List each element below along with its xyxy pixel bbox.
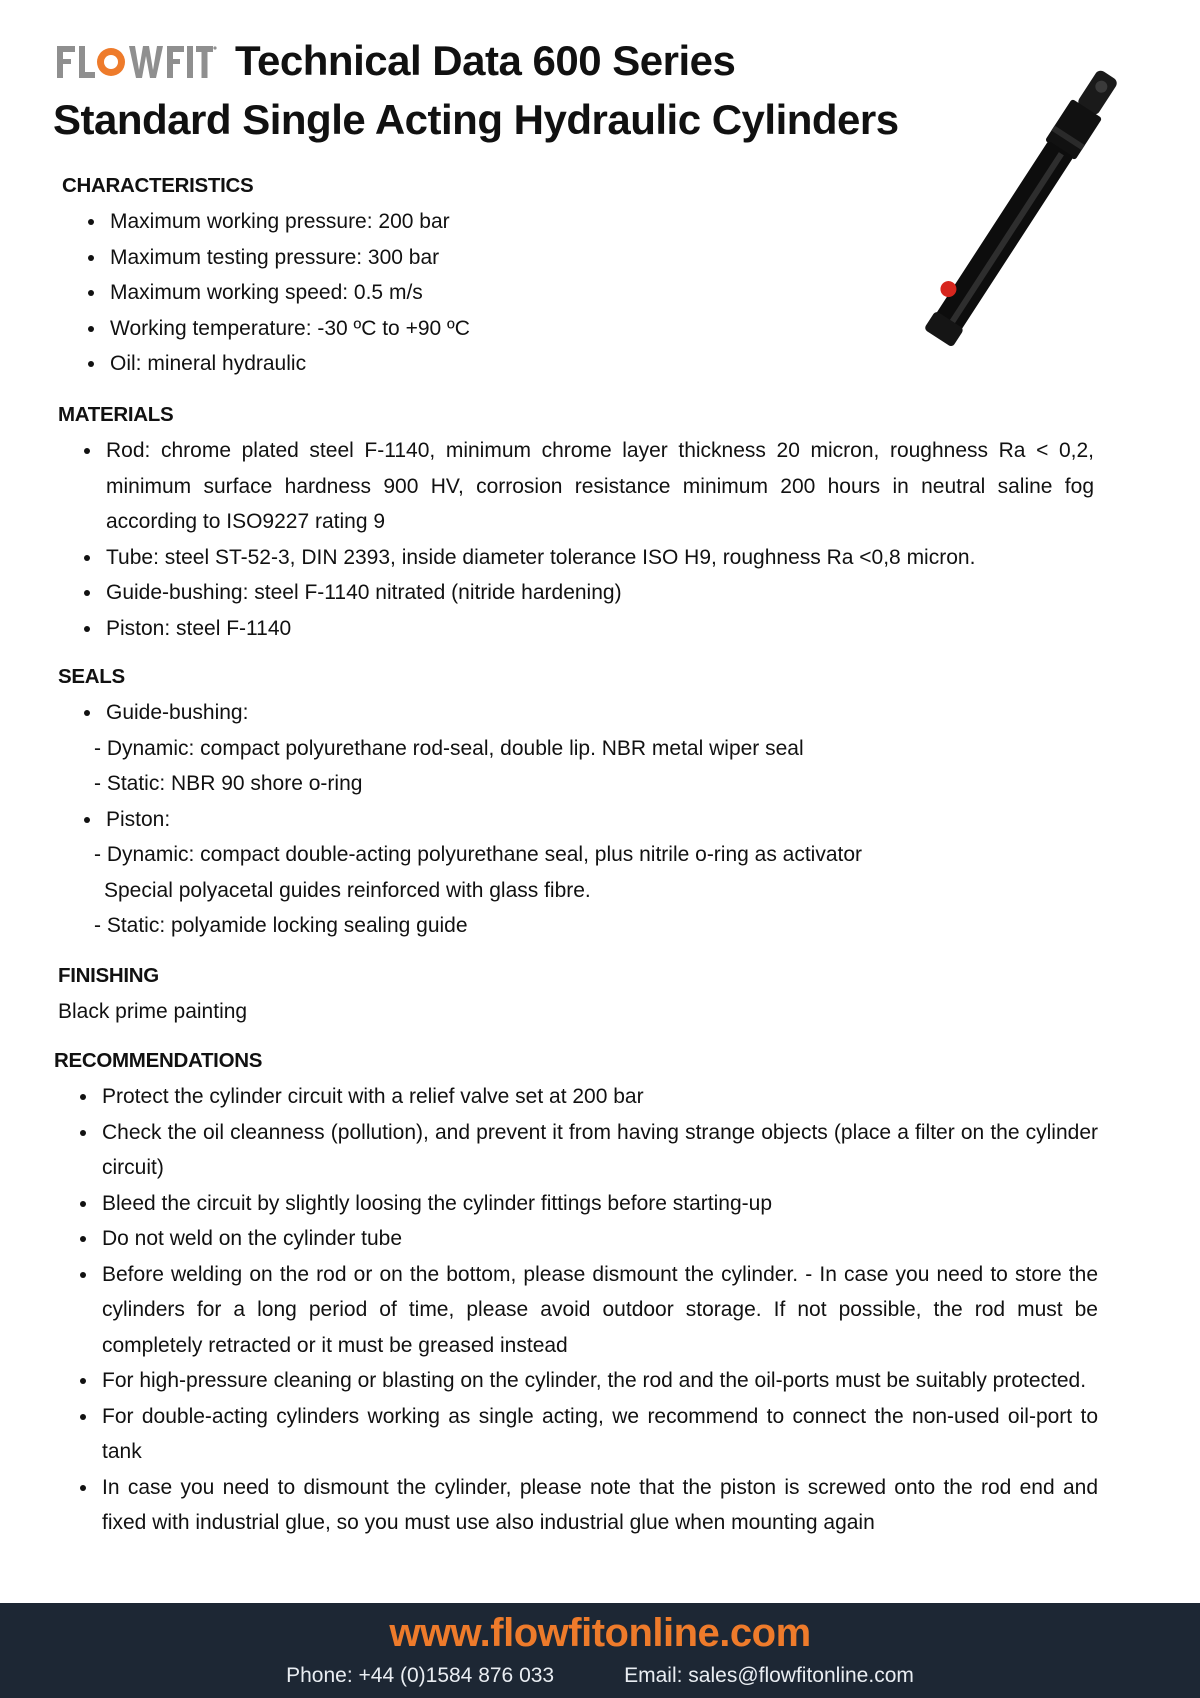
materials-list <box>58 433 1094 646</box>
seal-detail: - Dynamic: compact double-acting polyurethane seal, plus nitrile o-ring as activator <box>94 843 863 866</box>
list-item: Before welding on the rod or on the bottom, please dismount the cylinder. - In case you need to store the cylinders for a long period of time, please avoid outdoor storage. If not possible, the rod must be completely retracted or it must be greased instead <box>54 1257 1098 1364</box>
list-item: Working temperature: -30 ºC to +90 ºC <box>62 311 1098 347</box>
materials-section <box>58 397 1094 646</box>
section-title: FINISHING <box>58 964 159 987</box>
list-item: Check the oil cleanness (pollution), and prevent it from having strange objects (place a filter on the cylinder circuit) <box>54 1115 1098 1186</box>
list-item: Do not weld on the cylinder tube <box>54 1221 1098 1257</box>
characteristics-list <box>58 204 1098 382</box>
list-item: Oil: mineral hydraulic <box>62 346 1098 382</box>
list-item: Tube: steel ST-52-3, DIN 2393, inside diameter tolerance ISO H9, roughness Ra <0,8 micron. <box>58 540 1094 576</box>
seal-detail: - Static: polyamide locking sealing guide <box>94 914 468 937</box>
phone-number[interactable]: Phone: +44 (0)1584 876 033 <box>286 1664 555 1687</box>
list-item: Protect the cylinder circuit with a relief valve set at 200 bar <box>54 1079 1098 1115</box>
finishing-section <box>58 958 1098 1030</box>
list-item: Piston: steel F-1140 <box>58 611 1094 647</box>
email-link[interactable]: Email: sales@flowfitonline.com <box>624 1664 914 1687</box>
list-item: For high-pressure cleaning or blasting on the cylinder, the rod and the oil-ports must be suitably protected. <box>54 1363 1098 1399</box>
seals-section <box>58 659 1098 944</box>
list-item: Maximum working pressure: 200 bar <box>62 204 1098 240</box>
seals-list <box>58 802 1098 838</box>
list-item: For double-acting cylinders working as single acting, we recommend to connect the non-used oil-port to tank <box>54 1399 1098 1470</box>
list-item: Guide-bushing: steel F-1140 nitrated (nitride hardening) <box>58 575 1094 611</box>
list-item: Maximum working speed: 0.5 m/s <box>62 275 1098 311</box>
list-item: Rod: chrome plated steel F-1140, minimum chrome layer thickness 20 micron, roughness Ra < 0,2, minimum surface hardness 900 HV, corrosion resistance minimum 200 hours in neutral saline fog according to ISO9227 rating 9 <box>58 433 1094 540</box>
title-line-1: Technical Data 600 Series <box>235 37 736 84</box>
website-link[interactable]: www.flowfitonline.com <box>389 1611 811 1655</box>
section-title: MATERIALS <box>58 403 174 426</box>
characteristics-section <box>58 168 1098 382</box>
recommendations-section <box>54 1043 1098 1541</box>
list-item: Piston: <box>58 802 1098 838</box>
finishing-text: Black prime painting <box>58 1000 248 1023</box>
header <box>55 36 955 144</box>
contact-line <box>0 1664 1200 1688</box>
recommendations-list <box>54 1079 1098 1541</box>
list-item: Guide-bushing: <box>58 695 1098 731</box>
list-item: Bleed the circuit by slightly loosing the cylinder fittings before starting-up <box>54 1186 1098 1222</box>
seal-detail: - Dynamic: compact polyurethane rod-seal, double lip. NBR metal wiper seal <box>94 736 804 760</box>
seal-detail: Special polyacetal guides reinforced with glass fibre. <box>104 878 591 902</box>
title-line-2: Standard Single Acting Hydraulic Cylinders <box>53 96 899 143</box>
list-item: Maximum testing pressure: 300 bar <box>62 240 1098 276</box>
section-title: SEALS <box>58 665 125 688</box>
section-title: CHARACTERISTICS <box>62 174 254 197</box>
seals-list <box>58 695 1098 731</box>
flowfit-logo <box>55 40 217 82</box>
seal-detail: - Static: NBR 90 shore o-ring <box>94 772 363 795</box>
section-title: RECOMMENDATIONS <box>54 1049 263 1072</box>
footer-bar <box>0 1603 1200 1698</box>
list-item: In case you need to dismount the cylinder, please note that the piston is screwed onto the rod end and fixed with industrial glue, so you must use also industrial glue when mounting again <box>54 1470 1098 1541</box>
